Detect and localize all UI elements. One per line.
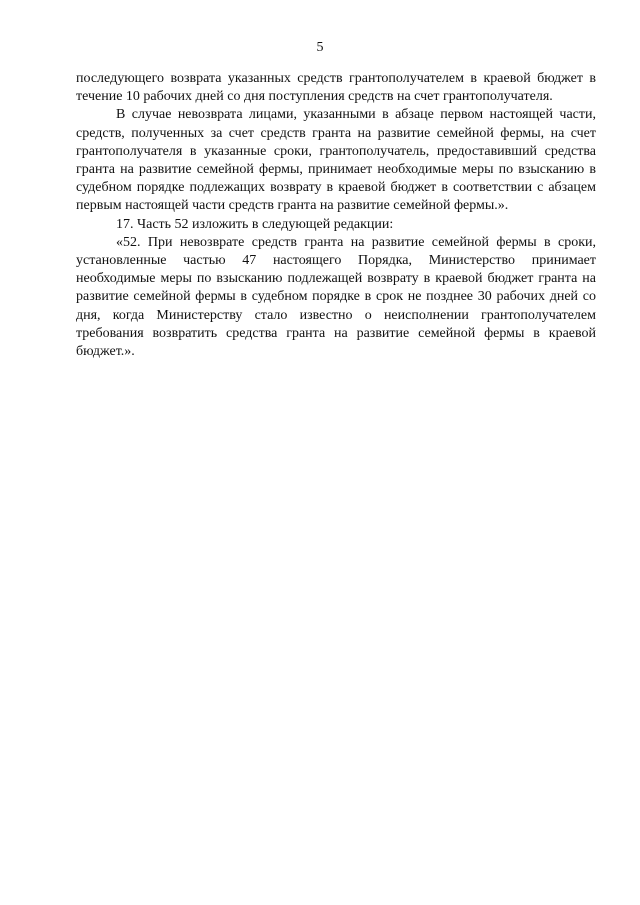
paragraph-part-52-text: «52. При невозврате средств гранта на развитие семейной фермы в сроки, установленные частью 47 настоящего Порядка, Министерство принимает необходимые меры по взысканию подлежащей возврату в краевой бюджет гранта на развитие семейной фермы в судебном порядке в срок не позднее 30 рабочих дней со дня, когда Министерству стало известно о неисполнении грантополучателем требования возвратить средства гранта на развитие семейной фермы в краевой бюджет.». <box>76 234 596 360</box>
paragraph-amendment-item-17: 17. Часть 52 изложить в следующей редакции: <box>116 216 394 232</box>
page-number: 5 <box>316 40 324 55</box>
paragraph-continuation: последующего возврата указанных средств грантополучателем в краевой бюджет в течение 10 рабочих дней со дня поступления средств на счет грантополучателя. <box>76 71 596 105</box>
document-body <box>76 70 596 361</box>
paragraph-nonreturn-case: В случае невозврата лицами, указанными в абзаце первом настоящей части, средств, полученных за счет средств гранта на развитие семейной фермы, на счет грантополучателя в указанные сроки, грантополучатель, предоставивший средства гранта на развитие семейной фермы, принимает необходимые меры по взысканию в судебном порядке подлежащих возврату в краевой бюджет в соответствии с абзацем первым настоящей части средств гранта на развитие семейной фермы.». <box>76 107 596 214</box>
